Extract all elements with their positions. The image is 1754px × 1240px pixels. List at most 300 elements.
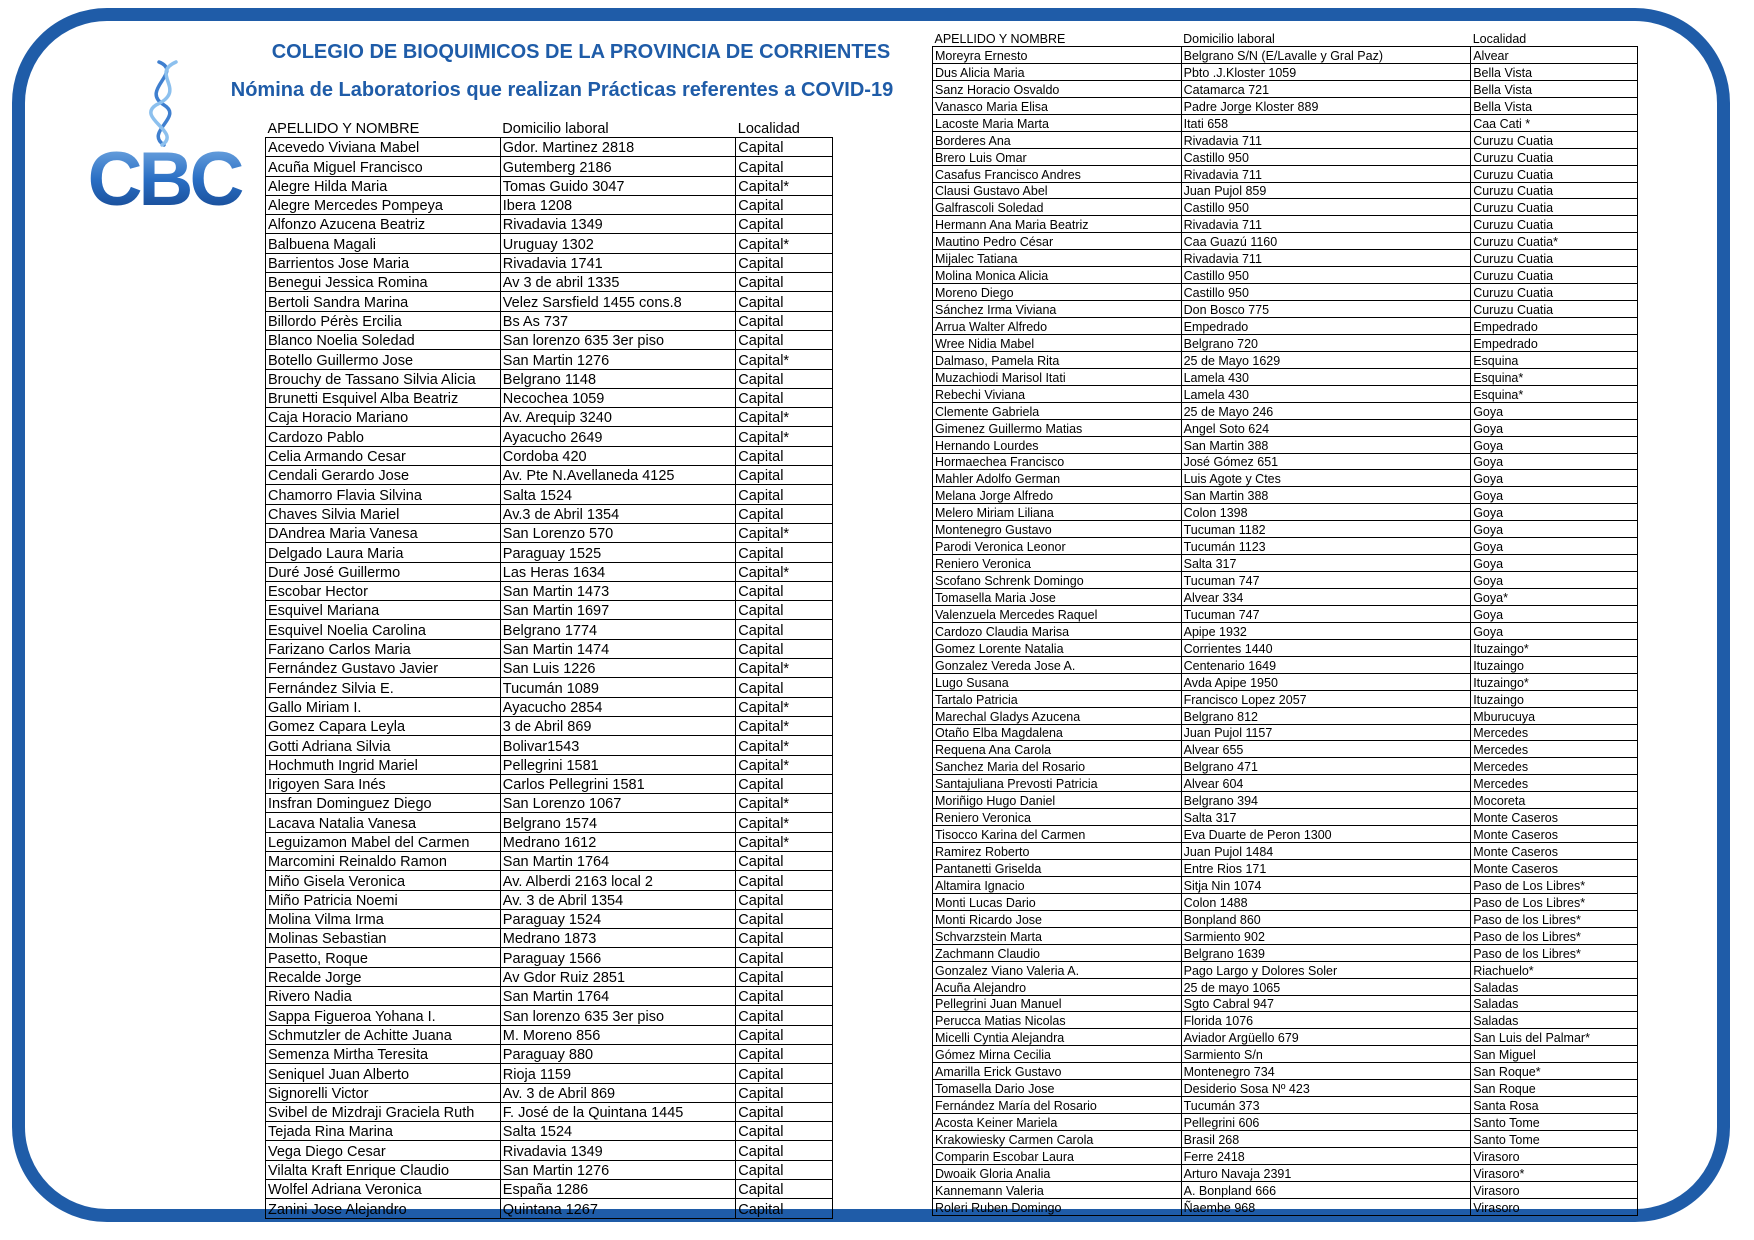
table-row bbox=[266, 427, 833, 446]
table-row bbox=[266, 562, 833, 581]
table-row bbox=[933, 368, 1638, 385]
cell-locality: Capital bbox=[736, 388, 833, 407]
cell-address: 3 de Abril 869 bbox=[500, 716, 736, 735]
table-row bbox=[266, 1083, 833, 1102]
table-row bbox=[933, 639, 1638, 656]
cell-locality: Capital bbox=[736, 1044, 833, 1063]
cell-locality: Virasoro bbox=[1471, 1198, 1638, 1215]
table-row bbox=[933, 927, 1638, 944]
table-row bbox=[933, 555, 1638, 572]
cell-address: M. Moreno 856 bbox=[500, 1025, 736, 1044]
cell-address: Cordoba 420 bbox=[500, 446, 736, 465]
cell-address: Pbto .J.Kloster 1059 bbox=[1181, 63, 1471, 80]
cell-address: Tucumán 373 bbox=[1181, 1097, 1471, 1114]
cell-name: Cendali Gerardo Jose bbox=[266, 466, 501, 485]
cell-address: Centenario 1649 bbox=[1181, 656, 1471, 673]
cell-locality: Caa Cati * bbox=[1471, 114, 1638, 131]
table-row bbox=[933, 453, 1638, 470]
table-row bbox=[933, 318, 1638, 335]
cell-address: Castillo 950 bbox=[1181, 148, 1471, 165]
cell-locality: Goya bbox=[1471, 470, 1638, 487]
table-row bbox=[933, 843, 1638, 860]
cell-locality: Mocoreta bbox=[1471, 792, 1638, 809]
cell-address: Ferre 2418 bbox=[1181, 1147, 1471, 1164]
cell-locality: San Roque* bbox=[1471, 1063, 1638, 1080]
table-row bbox=[933, 1181, 1638, 1198]
cell-locality: Capital bbox=[736, 1141, 833, 1160]
cell-name: Gallo Miriam I. bbox=[266, 697, 501, 716]
cell-name: Hormaechea Francisco bbox=[933, 453, 1182, 470]
table-row bbox=[933, 1147, 1638, 1164]
cell-locality: Riachuelo* bbox=[1471, 961, 1638, 978]
cell-locality: Capital bbox=[736, 1083, 833, 1102]
cell-name: Benegui Jessica Romina bbox=[266, 273, 501, 292]
cell-address: Medrano 1873 bbox=[500, 929, 736, 948]
table-row bbox=[266, 1141, 833, 1160]
cell-locality: Capital* bbox=[736, 832, 833, 851]
cell-locality: Capital bbox=[736, 929, 833, 948]
table-row bbox=[266, 1180, 833, 1199]
cell-address: San Martin 1473 bbox=[500, 581, 736, 600]
cell-name: Chaves Silvia Mariel bbox=[266, 504, 501, 523]
cell-address: Ayacucho 2854 bbox=[500, 697, 736, 716]
cell-name: Roleri Ruben Domingo bbox=[933, 1198, 1182, 1215]
table-row bbox=[266, 909, 833, 928]
cell-locality: Saladas bbox=[1471, 1012, 1638, 1029]
cell-name: Kannemann Valeria bbox=[933, 1181, 1182, 1198]
cell-locality: Curuzu Cuatia bbox=[1471, 148, 1638, 165]
table-row bbox=[933, 538, 1638, 555]
cell-name: Caja Horacio Mariano bbox=[266, 408, 501, 427]
cell-name: Moriñigo Hugo Daniel bbox=[933, 792, 1182, 809]
table-row bbox=[933, 114, 1638, 131]
cell-locality: Ituzaingo* bbox=[1471, 639, 1638, 656]
cell-locality: Virasoro* bbox=[1471, 1164, 1638, 1181]
cell-name: Sappa Figueroa Yohana I. bbox=[266, 1006, 501, 1025]
cell-address: Av. 3 de Abril 869 bbox=[500, 1083, 736, 1102]
table-row bbox=[933, 1080, 1638, 1097]
table-row bbox=[266, 755, 833, 774]
cell-address: Medrano 1612 bbox=[500, 832, 736, 851]
cell-address: Salta 1524 bbox=[500, 485, 736, 504]
table-row bbox=[266, 485, 833, 504]
table-row bbox=[933, 504, 1638, 521]
cell-address: Gdor. Martinez 2818 bbox=[500, 138, 736, 157]
table-row bbox=[933, 148, 1638, 165]
cell-name: Molina Monica Alicia bbox=[933, 267, 1182, 284]
cell-locality: Goya bbox=[1471, 521, 1638, 538]
table-row bbox=[933, 182, 1638, 199]
cell-name: Balbuena Magali bbox=[266, 234, 501, 253]
table-row bbox=[933, 419, 1638, 436]
table-row bbox=[266, 369, 833, 388]
table-row bbox=[266, 890, 833, 909]
table-row bbox=[266, 581, 833, 600]
cell-address: Av. Pte N.Avellaneda 4125 bbox=[500, 466, 736, 485]
cell-name: Blanco Noelia Soledad bbox=[266, 330, 501, 349]
logo-text: CBC bbox=[87, 137, 241, 215]
cell-locality: Curuzu Cuatia bbox=[1471, 267, 1638, 284]
cell-address: Pellegrini 606 bbox=[1181, 1114, 1471, 1131]
cell-address: San Martin 1276 bbox=[500, 1160, 736, 1179]
cell-locality: Bella Vista bbox=[1471, 97, 1638, 114]
cell-locality: Mercedes bbox=[1471, 741, 1638, 758]
cell-name: Alegre Mercedes Pompeya bbox=[266, 195, 501, 214]
table-row bbox=[266, 620, 833, 639]
cell-name: Molina Vilma Irma bbox=[266, 909, 501, 928]
cell-name: Wolfel Adriana Veronica bbox=[266, 1180, 501, 1199]
table-row bbox=[933, 487, 1638, 504]
cell-address: Belgrano S/N (E/Lavalle y Gral Paz) bbox=[1181, 47, 1471, 64]
cell-name: Lugo Susana bbox=[933, 673, 1182, 690]
cell-name: Monti Ricardo Jose bbox=[933, 910, 1182, 927]
table-row bbox=[933, 1046, 1638, 1063]
cell-name: Altamira Ignacio bbox=[933, 876, 1182, 893]
header-name: APELLIDO Y NOMBRE bbox=[266, 121, 501, 138]
cell-locality: Capital bbox=[736, 1064, 833, 1083]
cell-locality: Paso de Los Libres* bbox=[1471, 893, 1638, 910]
cell-address: Belgrano 1148 bbox=[500, 369, 736, 388]
cell-locality: Capital bbox=[736, 311, 833, 330]
cell-locality: Capital bbox=[736, 948, 833, 967]
cell-address: Castillo 950 bbox=[1181, 199, 1471, 216]
cell-name: Tejada Rina Marina bbox=[266, 1122, 501, 1141]
cell-locality: Virasoro bbox=[1471, 1181, 1638, 1198]
cell-name: Miño Gisela Veronica bbox=[266, 871, 501, 890]
cell-locality: Capital bbox=[736, 157, 833, 176]
cell-name: Sanchez Maria del Rosario bbox=[933, 758, 1182, 775]
table-row bbox=[266, 292, 833, 311]
cell-locality: Capital bbox=[736, 330, 833, 349]
table-row bbox=[266, 794, 833, 813]
table-row bbox=[933, 97, 1638, 114]
table-row bbox=[933, 385, 1638, 402]
cell-name: Delgado Laura Maria bbox=[266, 543, 501, 562]
cell-locality: Capital bbox=[736, 369, 833, 388]
cell-locality: Saladas bbox=[1471, 995, 1638, 1012]
cell-locality: Capital* bbox=[736, 697, 833, 716]
cell-address: A. Bonpland 666 bbox=[1181, 1181, 1471, 1198]
cell-address: Empedrado bbox=[1181, 318, 1471, 335]
table-row bbox=[266, 716, 833, 735]
cell-name: Borderes Ana bbox=[933, 131, 1182, 148]
table-row bbox=[933, 673, 1638, 690]
table-row bbox=[933, 944, 1638, 961]
cell-name: Zachmann Claudio bbox=[933, 944, 1182, 961]
cell-address: Lamela 430 bbox=[1181, 368, 1471, 385]
cell-name: Gomez Lorente Natalia bbox=[933, 639, 1182, 656]
table-row bbox=[266, 871, 833, 890]
cell-name: Botello Guillermo Jose bbox=[266, 350, 501, 369]
cell-locality: Monte Caseros bbox=[1471, 809, 1638, 826]
cell-address: Tomas Guido 3047 bbox=[500, 176, 736, 195]
cell-address: Las Heras 1634 bbox=[500, 562, 736, 581]
cell-address: Sgto Cabral 947 bbox=[1181, 995, 1471, 1012]
table-row bbox=[266, 138, 833, 157]
cell-locality: Capital* bbox=[736, 408, 833, 427]
table-row bbox=[266, 774, 833, 793]
cell-name: Dus Alicia Maria bbox=[933, 63, 1182, 80]
cell-name: Brero Luis Omar bbox=[933, 148, 1182, 165]
table-header-row bbox=[266, 121, 833, 138]
cell-locality: Curuzu Cuatia bbox=[1471, 284, 1638, 301]
cell-address: San Martin 1276 bbox=[500, 350, 736, 369]
cell-address: Carlos Pellegrini 1581 bbox=[500, 774, 736, 793]
cell-address: Salta 1524 bbox=[500, 1122, 736, 1141]
cell-locality: Capital bbox=[736, 1180, 833, 1199]
cell-name: Hernando Lourdes bbox=[933, 436, 1182, 453]
cell-name: Cardozo Claudia Marisa bbox=[933, 622, 1182, 639]
table-row bbox=[933, 1114, 1638, 1131]
cell-locality: Goya bbox=[1471, 555, 1638, 572]
cell-locality: Capital bbox=[736, 138, 833, 157]
cell-address: San Lorenzo 1067 bbox=[500, 794, 736, 813]
cell-address: Belgrano 1574 bbox=[500, 813, 736, 832]
cell-locality: Capital* bbox=[736, 523, 833, 542]
cell-name: Santajuliana Prevosti Patricia bbox=[933, 775, 1182, 792]
cell-address: Sarmiento 902 bbox=[1181, 927, 1471, 944]
table-row bbox=[933, 436, 1638, 453]
table-row bbox=[933, 521, 1638, 538]
cell-address: Bolivar1543 bbox=[500, 736, 736, 755]
table-row bbox=[933, 978, 1638, 995]
cell-locality: Capital bbox=[736, 215, 833, 234]
cell-address: San Martin 1764 bbox=[500, 851, 736, 870]
cell-address: Corrientes 1440 bbox=[1181, 639, 1471, 656]
cell-address: José Gómez 651 bbox=[1181, 453, 1471, 470]
cell-address: Rivadavia 711 bbox=[1181, 131, 1471, 148]
table-row bbox=[266, 601, 833, 620]
cell-locality: Capital bbox=[736, 504, 833, 523]
cell-name: Dalmaso, Pamela Rita bbox=[933, 351, 1182, 368]
table-row bbox=[933, 758, 1638, 775]
cell-address: Aviador Argüello 679 bbox=[1181, 1029, 1471, 1046]
table-row bbox=[266, 851, 833, 870]
cell-name: Acevedo Viviana Mabel bbox=[266, 138, 501, 157]
cell-name: Amarilla Erick Gustavo bbox=[933, 1063, 1182, 1080]
cell-name: Acuña Miguel Francisco bbox=[266, 157, 501, 176]
table-row bbox=[933, 741, 1638, 758]
table-row bbox=[933, 622, 1638, 639]
cell-locality: Capital bbox=[736, 1122, 833, 1141]
cell-locality: Curuzu Cuatia bbox=[1471, 301, 1638, 318]
cell-address: Belgrano 812 bbox=[1181, 707, 1471, 724]
cell-address: Entre Rios 171 bbox=[1181, 860, 1471, 877]
table-row bbox=[266, 1160, 833, 1179]
cell-locality: Capital bbox=[736, 195, 833, 214]
cell-address: Sitja Nin 1074 bbox=[1181, 876, 1471, 893]
cell-address: Eva Duarte de Peron 1300 bbox=[1181, 826, 1471, 843]
cell-locality: Empedrado bbox=[1471, 334, 1638, 351]
cell-address: Castillo 950 bbox=[1181, 267, 1471, 284]
cell-locality: Curuzu Cuatia bbox=[1471, 199, 1638, 216]
table-row bbox=[933, 402, 1638, 419]
cell-address: Tucuman 747 bbox=[1181, 605, 1471, 622]
cell-name: Reniero Veronica bbox=[933, 555, 1182, 572]
cell-name: Reniero Veronica bbox=[933, 809, 1182, 826]
cell-address: San Martin 1764 bbox=[500, 987, 736, 1006]
table-row bbox=[933, 910, 1638, 927]
cell-locality: Mercedes bbox=[1471, 758, 1638, 775]
table-row bbox=[933, 690, 1638, 707]
table-row bbox=[933, 995, 1638, 1012]
table-row bbox=[933, 809, 1638, 826]
cell-address: Rivadavia 1349 bbox=[500, 215, 736, 234]
table-row bbox=[266, 987, 833, 1006]
cell-address: Quintana 1267 bbox=[500, 1199, 736, 1218]
cell-locality: Paso de Los Libres* bbox=[1471, 876, 1638, 893]
table-row bbox=[933, 80, 1638, 97]
cell-locality: Ituzaingo bbox=[1471, 656, 1638, 673]
cell-address: San Martin 388 bbox=[1181, 487, 1471, 504]
cell-locality: Capital bbox=[736, 485, 833, 504]
cell-locality: Capital* bbox=[736, 659, 833, 678]
table-row bbox=[266, 678, 833, 697]
table-row bbox=[933, 351, 1638, 368]
table-row bbox=[266, 659, 833, 678]
table-row bbox=[266, 408, 833, 427]
cell-name: Vanasco Maria Elisa bbox=[933, 97, 1182, 114]
cell-locality: Mercedes bbox=[1471, 724, 1638, 741]
cell-name: Signorelli Victor bbox=[266, 1083, 501, 1102]
cell-name: Montenegro Gustavo bbox=[933, 521, 1182, 538]
cell-name: Parodi Veronica Leonor bbox=[933, 538, 1182, 555]
cell-address: Itati 658 bbox=[1181, 114, 1471, 131]
cell-address: Colon 1398 bbox=[1181, 504, 1471, 521]
cell-name: DAndrea Maria Vanesa bbox=[266, 523, 501, 542]
cell-name: Mautino Pedro César bbox=[933, 233, 1182, 250]
cell-address: Salta 317 bbox=[1181, 809, 1471, 826]
cell-address: Florida 1076 bbox=[1181, 1012, 1471, 1029]
table-row bbox=[266, 350, 833, 369]
cell-locality: Goya bbox=[1471, 504, 1638, 521]
table-row bbox=[266, 176, 833, 195]
cell-name: Moreyra Ernesto bbox=[933, 47, 1182, 64]
cell-name: Cardozo Pablo bbox=[266, 427, 501, 446]
cell-name: Lacoste Maria Marta bbox=[933, 114, 1182, 131]
cell-locality: Capital* bbox=[736, 755, 833, 774]
cell-name: Bertoli Sandra Marina bbox=[266, 292, 501, 311]
cell-locality: Capital* bbox=[736, 427, 833, 446]
cell-name: Insfran Dominguez Diego bbox=[266, 794, 501, 813]
table-row bbox=[266, 234, 833, 253]
cell-name: Arrua Walter Alfredo bbox=[933, 318, 1182, 335]
table-row bbox=[266, 832, 833, 851]
cell-locality: Capital bbox=[736, 543, 833, 562]
cell-name: Chamorro Flavia Silvina bbox=[266, 485, 501, 504]
cell-address: Salta 317 bbox=[1181, 555, 1471, 572]
cell-address: Francisco Lopez 2057 bbox=[1181, 690, 1471, 707]
cell-name: Molinas Sebastian bbox=[266, 929, 501, 948]
table-row bbox=[933, 284, 1638, 301]
cell-address: Alvear 604 bbox=[1181, 775, 1471, 792]
cell-locality: Capital bbox=[736, 774, 833, 793]
table-row bbox=[933, 47, 1638, 64]
cell-locality: Ituzaingo bbox=[1471, 690, 1638, 707]
cell-address: F. José de la Quintana 1445 bbox=[500, 1102, 736, 1121]
cell-address: Ñaembe 968 bbox=[1181, 1198, 1471, 1215]
cell-name: Sánchez Irma Viviana bbox=[933, 301, 1182, 318]
cell-name: Krakowiesky Carmen Carola bbox=[933, 1131, 1182, 1148]
cell-name: Duré José Guillermo bbox=[266, 562, 501, 581]
cell-name: Fernández Gustavo Javier bbox=[266, 659, 501, 678]
cell-locality: Bella Vista bbox=[1471, 63, 1638, 80]
cell-address: Belgrano 471 bbox=[1181, 758, 1471, 775]
table-row bbox=[933, 589, 1638, 606]
cell-name: Tomasella Dario Jose bbox=[933, 1080, 1182, 1097]
cell-locality: Curuzu Cuatia bbox=[1471, 216, 1638, 233]
cell-address: Rivadavia 711 bbox=[1181, 250, 1471, 267]
header-locality: Localidad bbox=[736, 121, 833, 138]
cell-locality: Santo Tome bbox=[1471, 1114, 1638, 1131]
table-row bbox=[266, 967, 833, 986]
cell-address: Alvear 334 bbox=[1181, 589, 1471, 606]
table-row bbox=[933, 1012, 1638, 1029]
cell-name: Schmutzler de Achitte Juana bbox=[266, 1025, 501, 1044]
cell-name: Escobar Hector bbox=[266, 581, 501, 600]
cell-address: Rivadavia 1741 bbox=[500, 253, 736, 272]
cell-name: Wree Nidia Mabel bbox=[933, 334, 1182, 351]
cell-name: Hochmuth Ingrid Mariel bbox=[266, 755, 501, 774]
cell-name: Ramirez Roberto bbox=[933, 843, 1182, 860]
cell-address: Belgrano 720 bbox=[1181, 334, 1471, 351]
cell-locality: Goya bbox=[1471, 487, 1638, 504]
cell-locality: Goya bbox=[1471, 419, 1638, 436]
page-subtitle: Nómina de Laboratorios que realizan Prácticas referentes a COVID-19 bbox=[230, 79, 894, 101]
table-row bbox=[266, 330, 833, 349]
table-row bbox=[933, 775, 1638, 792]
table-row bbox=[933, 267, 1638, 284]
table-row bbox=[933, 301, 1638, 318]
cell-name: Brouchy de Tassano Silvia Alicia bbox=[266, 369, 501, 388]
cell-name: Tisocco Karina del Carmen bbox=[933, 826, 1182, 843]
cell-name: Clemente Gabriela bbox=[933, 402, 1182, 419]
cell-address: Tucuman 747 bbox=[1181, 572, 1471, 589]
cell-address: Ayacucho 2649 bbox=[500, 427, 736, 446]
cell-name: Galfrascoli Soledad bbox=[933, 199, 1182, 216]
cell-locality: Capital* bbox=[736, 794, 833, 813]
table-row bbox=[266, 929, 833, 948]
cell-name: Celia Armando Cesar bbox=[266, 446, 501, 465]
cell-locality: Mburucuya bbox=[1471, 707, 1638, 724]
cell-name: Comparin Escobar Laura bbox=[933, 1147, 1182, 1164]
cell-name: Pellegrini Juan Manuel bbox=[933, 995, 1182, 1012]
cell-name: Otaño Elba Magdalena bbox=[933, 724, 1182, 741]
table-row bbox=[266, 1122, 833, 1141]
cell-name: Marechal Gladys Azucena bbox=[933, 707, 1182, 724]
table-row bbox=[266, 1044, 833, 1063]
table-row bbox=[266, 157, 833, 176]
cell-locality: Bella Vista bbox=[1471, 80, 1638, 97]
table-row bbox=[933, 1164, 1638, 1181]
cell-name: Gómez Mirna Cecilia bbox=[933, 1046, 1182, 1063]
cell-locality: Goya bbox=[1471, 436, 1638, 453]
cell-locality: Esquina* bbox=[1471, 368, 1638, 385]
cell-locality: Esquina bbox=[1471, 351, 1638, 368]
cell-locality: Paso de los Libres* bbox=[1471, 927, 1638, 944]
cell-locality: Santa Rosa bbox=[1471, 1097, 1638, 1114]
cell-name: Moreno Diego bbox=[933, 284, 1182, 301]
cell-locality: Capital bbox=[736, 581, 833, 600]
table-row bbox=[266, 311, 833, 330]
table-row bbox=[933, 63, 1638, 80]
cell-name: Pasetto, Roque bbox=[266, 948, 501, 967]
cell-address: Rivadavia 711 bbox=[1181, 216, 1471, 233]
header-name: APELLIDO Y NOMBRE bbox=[933, 32, 1182, 47]
cell-name: Billordo Pérès Ercilia bbox=[266, 311, 501, 330]
cell-locality: Capital bbox=[736, 253, 833, 272]
table-row bbox=[933, 216, 1638, 233]
